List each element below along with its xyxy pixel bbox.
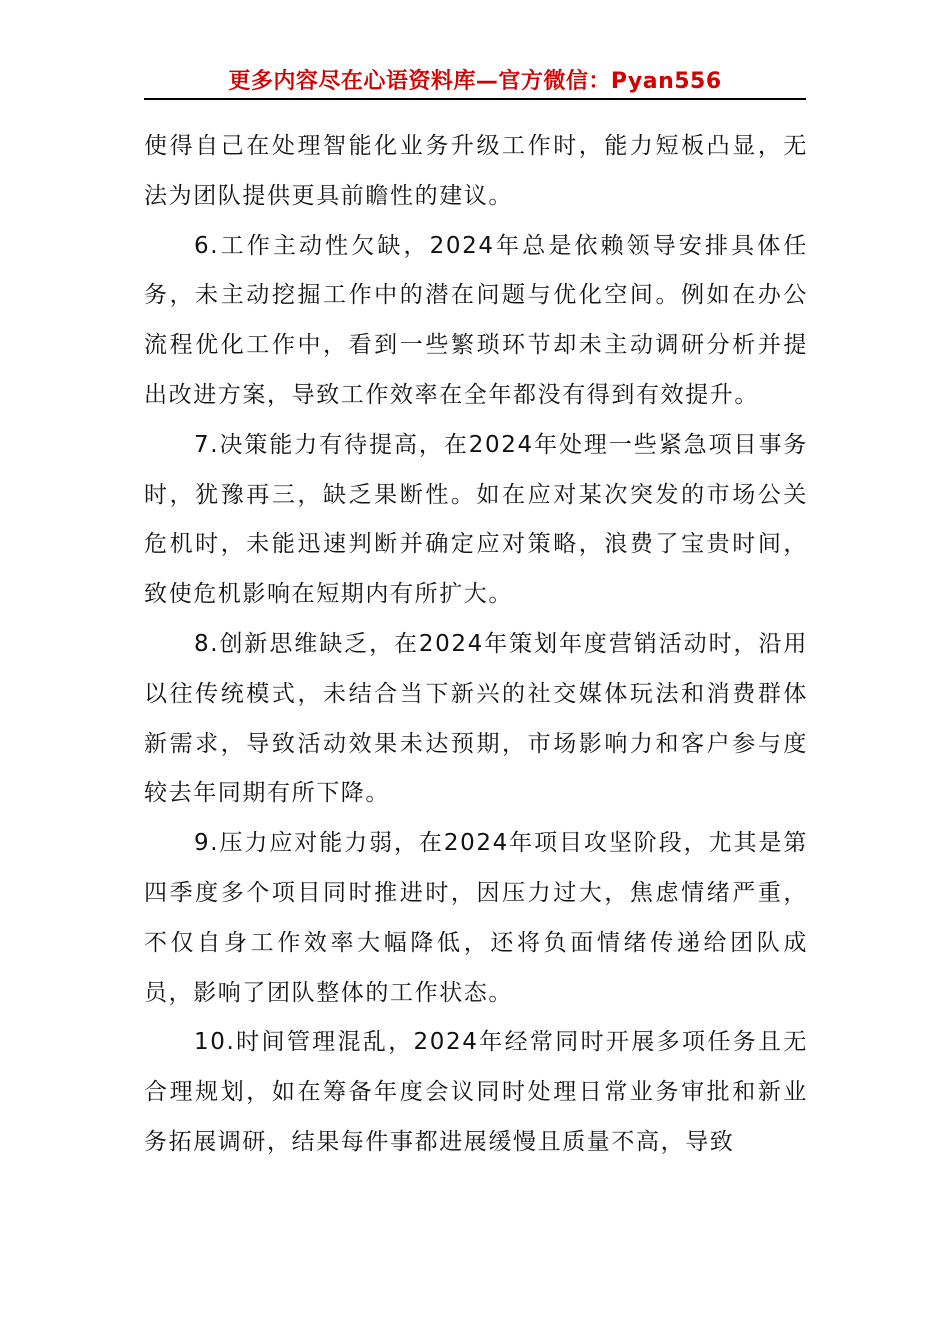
header-watermark-text: 更多内容尽在心语资料库—官方微信：Pyan556 [228,69,722,94]
paragraph-item-7: 7.决策能力有待提高，在2024年处理一些紧急项目事务时，犹豫再三，缺乏果断性。如在应对某次突发的市场公关危机时，未能迅速判断并确定应对策略，浪费了宝贵时间，致使危机影响在短期内有所扩大。 [144,431,808,608]
paragraph-item-9: 9.压力应对能力弱，在2024年项目攻坚阶段，尤其是第四季度多个项目同时推进时，因压力过大，焦虑情绪严重，不仅自身工作效率大幅降低，还将负面情绪传递给团队成员，影响了团队整体的工作状态。 [144,830,808,1006]
paragraph-item-6: 6.工作主动性欠缺，2024年总是依赖领导安排具体任务，未主动挖掘工作中的潜在问题与优化空间。例如在办公流程优化工作中，看到一些繁琐环节却未主动调研分析并提出改进方案，导致工作效率在全年都没有得到有效提升。 [144,232,808,408]
paragraph-item-10: 10.时间管理混乱，2024年经常同时开展多项任务且无合理规划，如在筹备年度会议同时处理日常业务审批和新业务拓展调研，结果每件事都进展缓慢且质量不高，导致 [144,1029,808,1155]
document-body [144,122,808,1168]
paragraph-item-8: 8.创新思维缺乏，在2024年策划年度营销活动时，沿用以往传统模式，未结合当下新兴的社交媒体玩法和消费群体新需求，导致活动效果未达预期，市场影响力和客户参与度较去年同期有所下降。 [144,630,808,807]
paragraph-continuation: 使得自己在处理智能化业务升级工作时，能力短板凸显，无法为团队提供更具前瞻性的建议。 [144,133,808,209]
page-header [144,58,806,100]
